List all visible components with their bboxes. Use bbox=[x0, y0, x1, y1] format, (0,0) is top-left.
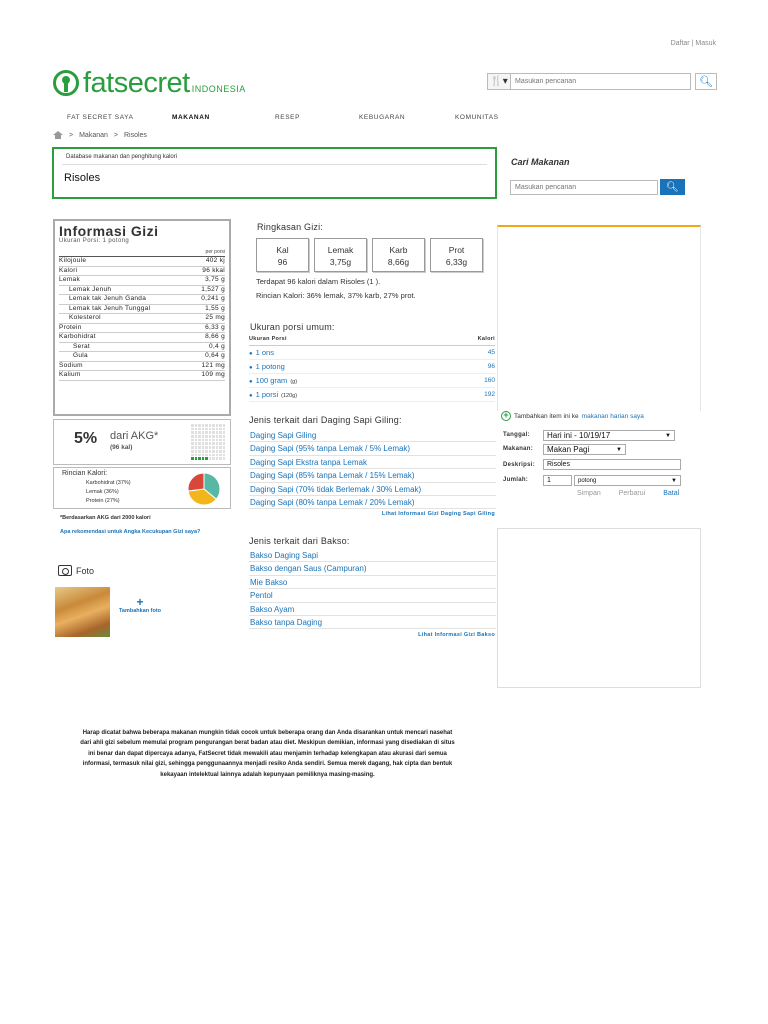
akg-cell bbox=[223, 424, 226, 427]
akg-cell bbox=[202, 439, 205, 442]
calorie-pie-chart bbox=[186, 471, 222, 507]
page-subtitle: Database makanan dan penghitung kalori bbox=[66, 154, 178, 160]
nutrition-rows bbox=[59, 257, 225, 381]
rincian-title: Rincian Kalori: bbox=[62, 470, 108, 477]
nutrition-row bbox=[59, 362, 225, 372]
summary-prot bbox=[430, 238, 483, 272]
akg-cell bbox=[195, 446, 198, 449]
akg-cell bbox=[191, 446, 194, 449]
nutrient-label: Kalori bbox=[59, 266, 78, 274]
akg-cell bbox=[212, 439, 215, 442]
akg-cell bbox=[219, 431, 222, 434]
akg-cell bbox=[202, 454, 205, 457]
food-photo[interactable] bbox=[55, 587, 110, 637]
porsi-col-ukuran: Ukuran Porsi bbox=[249, 336, 287, 342]
akg-cell bbox=[205, 424, 208, 427]
akg-cell bbox=[202, 428, 205, 431]
akg-cell bbox=[191, 454, 194, 457]
related-food-link[interactable]: Daging Sapi (95% tanpa Lemak / 5% Lemak) bbox=[249, 442, 496, 455]
akg-cell bbox=[191, 439, 194, 442]
jumlah-unit-select[interactable] bbox=[574, 475, 681, 486]
porsi-label-group bbox=[249, 348, 277, 357]
akg-cell bbox=[223, 454, 226, 457]
akg-cell bbox=[191, 431, 194, 434]
akg-cell bbox=[198, 431, 201, 434]
porsi-col-kalori: Kalori bbox=[477, 336, 495, 342]
nutrient-label: Kilojoule bbox=[59, 257, 87, 264]
akg-cell bbox=[219, 457, 222, 460]
akg-cell bbox=[223, 431, 226, 434]
akg-cell bbox=[216, 450, 219, 453]
nutrient-value: 121 mg bbox=[201, 361, 225, 369]
keyhole-logo-icon bbox=[53, 70, 79, 96]
akg-cell bbox=[205, 454, 208, 457]
rincian-karbohidrat: Karbohidrat (37%) bbox=[86, 480, 131, 486]
nutrient-label: Kalium bbox=[59, 371, 81, 378]
simpan-button[interactable]: Simpan bbox=[577, 490, 601, 497]
top-search bbox=[487, 73, 718, 90]
brand-name: fatsecret bbox=[83, 67, 190, 99]
akg-cell bbox=[202, 431, 205, 434]
summary-value: 96 bbox=[277, 257, 288, 267]
related-food-link[interactable]: Daging Sapi (80% tanpa Lemak / 20% Lemak) bbox=[249, 496, 496, 509]
nav-resep[interactable]: RESEP bbox=[275, 114, 301, 121]
nutrient-value: 1,55 g bbox=[205, 304, 225, 312]
nutrition-row bbox=[59, 371, 225, 381]
perbarui-button[interactable]: Perbarui bbox=[618, 490, 646, 497]
nutrition-row bbox=[59, 257, 225, 267]
akg-cell bbox=[195, 424, 198, 427]
top-links-sep: | bbox=[691, 40, 694, 47]
add-photo-label: Tambahkan foto bbox=[118, 608, 162, 614]
akg-cell bbox=[212, 424, 215, 427]
porsi-row[interactable] bbox=[249, 346, 495, 360]
nutrient-value: 3,75 g bbox=[205, 276, 225, 283]
akg-cell bbox=[219, 435, 222, 438]
akg-cell bbox=[212, 442, 215, 445]
search-icon[interactable]: 🔍︎ bbox=[660, 179, 685, 195]
akg-cell bbox=[216, 431, 219, 434]
akg-cell bbox=[191, 428, 194, 431]
related1-list bbox=[249, 429, 496, 509]
akg-cell bbox=[195, 454, 198, 457]
foto-label: Foto bbox=[76, 565, 95, 576]
akg-cell bbox=[205, 439, 208, 442]
nutrient-value: 96 kkal bbox=[202, 266, 225, 274]
akg-cell bbox=[205, 457, 208, 460]
nutrient-label: Gula bbox=[73, 352, 88, 359]
porsi-kalori: 160 bbox=[484, 377, 495, 384]
akg-cell bbox=[198, 424, 201, 427]
bullet-icon: ● bbox=[249, 393, 253, 399]
nav-komunitas[interactable]: KOMUNITAS bbox=[455, 114, 499, 121]
masuk-link[interactable]: Masuk bbox=[695, 40, 716, 47]
nutrition-row bbox=[59, 295, 225, 305]
tanggal-select[interactable] bbox=[543, 430, 675, 441]
nutrient-value: 0,4 g bbox=[209, 342, 225, 350]
akg-kal: (96 kal) bbox=[110, 444, 133, 451]
add-photo-button[interactable] bbox=[117, 597, 163, 615]
akg-cell bbox=[191, 435, 194, 438]
akg-cell bbox=[209, 424, 212, 427]
akg-cell bbox=[223, 450, 226, 453]
diary-prefix: Tambahkan item ini ke bbox=[514, 412, 579, 420]
related-food-link[interactable]: Mie Bakso bbox=[249, 576, 496, 589]
nav-makanan[interactable]: MAKANAN bbox=[172, 114, 210, 121]
summary-lemak bbox=[314, 238, 367, 272]
nutrition-row bbox=[59, 314, 225, 324]
akg-cell bbox=[198, 454, 201, 457]
akg-cell bbox=[223, 435, 226, 438]
akg-cell bbox=[195, 450, 198, 453]
nutrition-row bbox=[59, 324, 225, 334]
nutrient-label: Protein bbox=[59, 323, 82, 331]
fork-knife-icon[interactable]: 🍴▾ bbox=[487, 73, 511, 90]
akg-cell bbox=[223, 428, 226, 431]
akg-cell bbox=[219, 424, 222, 427]
akg-cell bbox=[195, 439, 198, 442]
akg-cell bbox=[223, 457, 226, 460]
akg-box bbox=[53, 419, 231, 465]
nutrient-value: 8,66 g bbox=[205, 333, 225, 340]
akg-cell bbox=[216, 435, 219, 438]
nav-fatsecret-saya[interactable]: FAT SECRET SAYA bbox=[67, 114, 134, 121]
akg-cell bbox=[216, 424, 219, 427]
related1-title: Jenis terkait dari Daging Sapi Giling: bbox=[249, 415, 402, 425]
akg-cell bbox=[195, 435, 198, 438]
akg-cell bbox=[202, 442, 205, 445]
deskripsi-input[interactable]: Risoles bbox=[543, 459, 681, 470]
summary-value: 3,75g bbox=[329, 257, 352, 267]
nutrient-label: Serat bbox=[73, 342, 91, 350]
porsi-kalori: 192 bbox=[484, 391, 495, 398]
summary-label: Kal bbox=[276, 245, 289, 255]
akg-cell bbox=[219, 439, 222, 442]
akg-cell bbox=[212, 446, 215, 449]
akg-cell bbox=[195, 431, 198, 434]
rincian-kalori-box bbox=[53, 467, 231, 509]
deskripsi-label: Deskripsi: bbox=[503, 462, 536, 468]
akg-cell bbox=[216, 428, 219, 431]
ringkasan-boxes bbox=[256, 238, 483, 272]
akg-cell bbox=[219, 454, 222, 457]
cari-makanan-title: Cari Makanan bbox=[511, 157, 570, 167]
akg-grid bbox=[191, 424, 225, 460]
batal-button[interactable]: Batal bbox=[663, 490, 680, 497]
nav-kebugaran[interactable]: KEBUGARAN bbox=[359, 114, 406, 121]
related-food-link[interactable]: Daging Sapi (85% tanpa Lemak / 15% Lemak) bbox=[249, 469, 496, 482]
akg-cell bbox=[198, 450, 201, 453]
akg-percent: 5% bbox=[74, 430, 98, 447]
rincian-lemak: Lemak (36%) bbox=[86, 489, 119, 495]
akg-recommend-link[interactable]: Apa rekomendasi untuk Angka Kecukupan Gizi saya? bbox=[60, 529, 201, 535]
akg-cell bbox=[209, 428, 212, 431]
akg-cell bbox=[198, 457, 201, 460]
porsi-label: 1 ons bbox=[255, 348, 274, 357]
summary-kal bbox=[256, 238, 309, 272]
search-icon[interactable]: 🔍︎ bbox=[695, 73, 717, 90]
akg-cell bbox=[202, 457, 205, 460]
page-title: Risoles bbox=[64, 172, 101, 184]
rincian-protein: Protein (27%) bbox=[86, 498, 120, 504]
jumlah-unit-value: potong bbox=[578, 478, 597, 484]
nutrient-label: Karbohidrat bbox=[59, 333, 96, 340]
akg-cell bbox=[219, 446, 222, 449]
akg-cell bbox=[198, 439, 201, 442]
top-links bbox=[671, 40, 716, 47]
related-food-link[interactable]: Bakso dengan Saus (Campuran) bbox=[249, 562, 496, 575]
jumlah-label: Jumlah: bbox=[503, 477, 529, 483]
related-food-link[interactable]: Bakso Ayam bbox=[249, 603, 496, 616]
akg-label: dari AKG* bbox=[110, 430, 159, 442]
summary-value: 8,66g bbox=[387, 257, 410, 267]
akg-cell bbox=[205, 435, 208, 438]
nutrition-row bbox=[59, 286, 225, 296]
plus-circle-icon[interactable]: + bbox=[501, 411, 511, 421]
nutrient-value: 25 mg bbox=[205, 314, 225, 321]
akg-cell bbox=[198, 428, 201, 431]
akg-cell bbox=[191, 450, 194, 453]
nutrient-value: 1,527 g bbox=[201, 285, 225, 293]
makanan-value: Makan Pagi bbox=[547, 445, 590, 454]
akg-cell bbox=[223, 442, 226, 445]
title-box bbox=[52, 147, 497, 199]
nutrition-row bbox=[59, 267, 225, 277]
related-food-link[interactable]: Daging Sapi Ekstra tanpa Lemak bbox=[249, 456, 496, 469]
akg-cell bbox=[219, 442, 222, 445]
akg-cell bbox=[216, 446, 219, 449]
porsi-grams: (120g) bbox=[281, 393, 298, 399]
nutrition-row bbox=[59, 305, 225, 315]
akg-cell bbox=[209, 431, 212, 434]
breadcrumb-sep: > bbox=[113, 131, 118, 139]
porsi-row[interactable] bbox=[249, 388, 495, 402]
makanan-label: Makanan: bbox=[503, 446, 534, 452]
akg-cell bbox=[191, 457, 194, 460]
akg-cell bbox=[219, 428, 222, 431]
akg-cell bbox=[209, 435, 212, 438]
akg-note: *Berdasarkan AKG dari 2000 kalori bbox=[60, 515, 151, 521]
breadcrumb-risoles: Risoles bbox=[123, 131, 147, 139]
dropdown-arrow-icon: ▼ bbox=[616, 447, 622, 453]
related-food-link[interactable]: Bakso Daging Sapi bbox=[249, 549, 496, 562]
nutrition-row bbox=[59, 333, 225, 343]
pie-slice bbox=[188, 473, 204, 491]
jumlah-input[interactable]: 1 bbox=[543, 475, 572, 486]
porsi-label: 1 porsi bbox=[255, 390, 279, 399]
akg-cell bbox=[212, 454, 215, 457]
breadcrumb-sep: > bbox=[69, 131, 74, 139]
ringkasan-line2: Rincian Kalori: 36% lemak, 37% karb, 27% prot. bbox=[256, 291, 416, 300]
akg-cell bbox=[223, 446, 226, 449]
akg-cell bbox=[205, 442, 208, 445]
porsi-row[interactable] bbox=[249, 360, 495, 374]
related-food-link[interactable]: Daging Sapi (70% tidak Berlemak / 30% Lemak) bbox=[249, 483, 496, 496]
diary-buttons bbox=[577, 490, 679, 497]
nutrient-label: Lemak tak Jenuh Tunggal bbox=[69, 304, 151, 312]
akg-cell bbox=[216, 457, 219, 460]
akg-cell bbox=[191, 442, 194, 445]
akg-cell bbox=[216, 454, 219, 457]
nutrient-value: 109 mg bbox=[201, 371, 225, 378]
camera-icon bbox=[58, 565, 72, 576]
akg-cell bbox=[202, 435, 205, 438]
brand-region: INDONESIA bbox=[191, 84, 246, 94]
porsi-label-group bbox=[249, 376, 297, 385]
bullet-icon: ● bbox=[249, 351, 253, 357]
ad-slot-bottom bbox=[497, 528, 701, 688]
akg-cell bbox=[223, 439, 226, 442]
summary-label: Prot bbox=[448, 245, 465, 255]
porsi-label: 1 potong bbox=[255, 362, 285, 371]
nutrient-label: Lemak bbox=[59, 276, 81, 283]
akg-cell bbox=[195, 428, 198, 431]
diary-link[interactable]: makanan harian saya bbox=[581, 412, 644, 420]
akg-cell bbox=[205, 446, 208, 449]
portion-size: Ukuran Porsi: 1 potong bbox=[59, 238, 130, 244]
akg-cell bbox=[219, 450, 222, 453]
akg-cell bbox=[205, 450, 208, 453]
akg-cell bbox=[195, 457, 198, 460]
breadcrumb bbox=[53, 131, 147, 139]
akg-cell bbox=[209, 442, 212, 445]
akg-cell bbox=[202, 450, 205, 453]
nutrition-facts bbox=[53, 219, 231, 416]
related2-title: Jenis terkait dari Bakso: bbox=[249, 536, 350, 546]
akg-cell bbox=[198, 446, 201, 449]
summary-karb bbox=[372, 238, 425, 272]
akg-cell bbox=[198, 435, 201, 438]
ringkasan-title: Ringkasan Gizi: bbox=[257, 222, 324, 232]
nutrient-value: 0,241 g bbox=[201, 295, 225, 302]
nutrition-row bbox=[59, 276, 225, 286]
akg-cell bbox=[209, 450, 212, 453]
porsi-label: 100 gram bbox=[255, 376, 288, 385]
akg-cell bbox=[202, 424, 205, 427]
nutrition-row bbox=[59, 352, 225, 362]
akg-cell bbox=[198, 442, 201, 445]
summary-label: Lemak bbox=[327, 245, 354, 255]
bullet-icon: ● bbox=[249, 365, 253, 371]
related2-list bbox=[249, 549, 496, 629]
breadcrumb-makanan[interactable]: Makanan bbox=[79, 131, 108, 139]
nutrition-row bbox=[59, 343, 225, 353]
akg-cell bbox=[209, 446, 212, 449]
divider bbox=[62, 164, 487, 165]
daftar-link[interactable]: Daftar bbox=[670, 40, 690, 47]
porsi-title: Ukuran porsi umum: bbox=[250, 322, 335, 332]
summary-label: Karb bbox=[389, 245, 408, 255]
porsi-kalori: 45 bbox=[487, 349, 495, 356]
nutrient-label: Lemak Jenuh bbox=[69, 285, 112, 293]
bullet-icon: ● bbox=[249, 379, 253, 385]
top-search-input[interactable] bbox=[511, 73, 691, 90]
foto-header bbox=[58, 565, 94, 576]
akg-cell bbox=[205, 428, 208, 431]
akg-cell bbox=[216, 439, 219, 442]
summary-value: 6,33g bbox=[445, 257, 468, 267]
porsi-kalori: 96 bbox=[487, 363, 495, 370]
related-food-link[interactable]: Daging Sapi Giling bbox=[249, 429, 496, 442]
dropdown-arrow-icon: ▼ bbox=[671, 478, 677, 484]
porsi-grams: (g) bbox=[290, 379, 298, 385]
akg-cell bbox=[209, 439, 212, 442]
ringkasan-line1: Terdapat 96 kalori dalam Risoles (1 ). bbox=[256, 277, 381, 286]
main-nav bbox=[67, 114, 507, 121]
akg-cell bbox=[202, 446, 205, 449]
tanggal-value: Hari ini - 10/19/17 bbox=[547, 431, 611, 440]
add-to-diary bbox=[501, 411, 644, 421]
akg-cell bbox=[212, 457, 215, 460]
per-porsi-label: per porsi bbox=[59, 249, 225, 257]
logo[interactable] bbox=[53, 66, 246, 99]
home-icon[interactable] bbox=[53, 131, 63, 139]
porsi-label-group bbox=[249, 390, 297, 399]
akg-cell bbox=[212, 435, 215, 438]
plus-icon: + bbox=[136, 595, 144, 609]
makanan-select[interactable] bbox=[543, 444, 626, 455]
nutrient-value: 0,64 g bbox=[205, 352, 225, 359]
nutrient-value: 402 kj bbox=[205, 257, 225, 264]
tanggal-label: Tanggal: bbox=[503, 432, 530, 438]
akg-cell bbox=[205, 431, 208, 434]
disclaimer: Harap dicatat bahwa beberapa makanan mungkin tidak cocok untuk beberapa orang dan Anda disarankan untuk mencari nasehat dari ahli gizi sebelum memulai program pengurangan berat badan atau diet. Meskipun demikian, informasi yang disediakan di situs ini benar dan dapat dipercaya adanya, FatSecret tidak mewakili atau menjamin terhadap kelengkapan atau akurasi dari semua informasi, termasuk nilai gizi, sehingga penggunaannya menjadi resiko Anda sendiri. Semua merek dagang, hak cipta dan bentuk kekayaan intelektual lainnya adalah kepunyaan pemiliknya masing-masing. bbox=[80, 730, 455, 778]
nutrient-label: Kolesterol bbox=[69, 314, 101, 321]
porsi-label-group bbox=[249, 362, 288, 371]
cari-makanan-input[interactable] bbox=[510, 180, 658, 195]
porsi-row[interactable] bbox=[249, 374, 495, 388]
related2-more-link[interactable]: Lihat Informasi Gizi Bakso bbox=[418, 632, 495, 638]
nutrient-label: Lemak tak Jenuh Ganda bbox=[69, 295, 147, 302]
akg-cell bbox=[209, 454, 212, 457]
akg-cell bbox=[216, 442, 219, 445]
akg-cell bbox=[212, 431, 215, 434]
akg-cell bbox=[212, 450, 215, 453]
akg-cell bbox=[195, 442, 198, 445]
related-food-link[interactable]: Pentol bbox=[249, 589, 496, 602]
related-food-link[interactable]: Bakso tanpa Daging bbox=[249, 616, 496, 629]
ad-slot-top bbox=[497, 225, 701, 411]
porsi-table bbox=[249, 336, 495, 402]
akg-cell bbox=[191, 424, 194, 427]
dropdown-arrow-icon: ▼ bbox=[665, 433, 671, 439]
nutrient-value: 6,33 g bbox=[205, 323, 225, 331]
akg-cell bbox=[209, 457, 212, 460]
porsi-header bbox=[249, 336, 495, 346]
akg-cell bbox=[212, 428, 215, 431]
nutrient-label: Sodium bbox=[59, 361, 83, 369]
nutrition-title: Informasi Gizi bbox=[59, 223, 159, 239]
related1-more-link[interactable]: Lihat Informasi Gizi Daging Sapi Giling bbox=[381, 511, 495, 517]
